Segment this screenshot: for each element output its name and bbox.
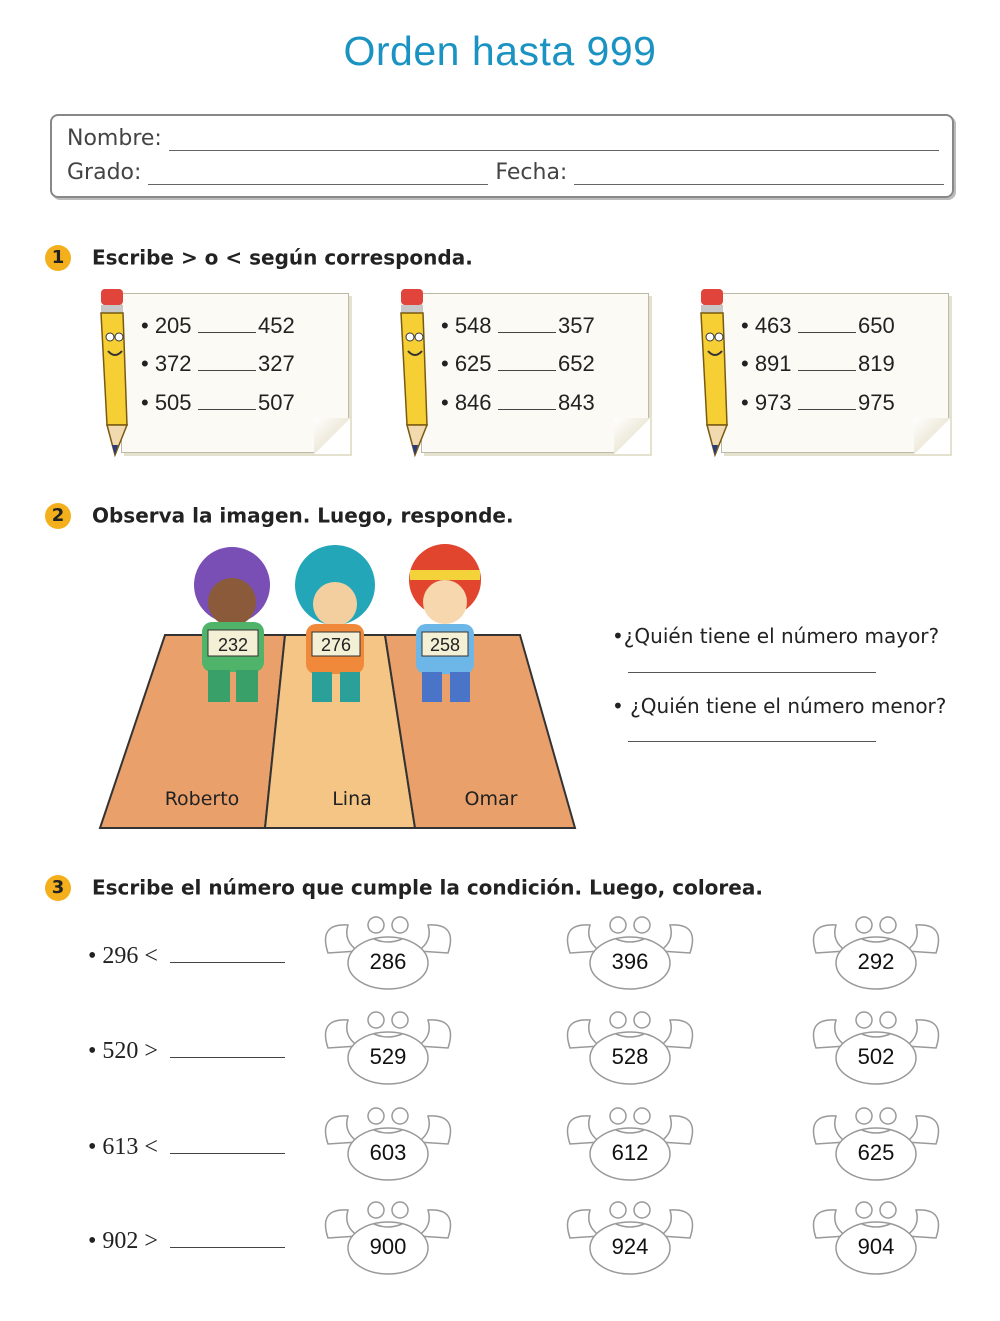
grade-label: Grado: (67, 160, 142, 185)
runner-name-lina: Lina (332, 788, 372, 810)
condition-label: • 902 > (88, 1228, 158, 1254)
condition-label: • 520 > (88, 1038, 158, 1064)
comparison-card (393, 285, 658, 465)
left-number: • 846 (441, 390, 492, 415)
left-number: • 463 (741, 313, 792, 338)
comparison-row (141, 351, 295, 377)
condition-label: • 613 < (88, 1134, 158, 1160)
condition-row (88, 1134, 285, 1161)
frog-option[interactable] (318, 1104, 458, 1184)
condition-row (88, 1228, 285, 1255)
comparison-row (741, 390, 895, 416)
comparison-row (441, 313, 595, 339)
bib-lina: 276 (320, 635, 352, 655)
comparison-row (741, 313, 895, 339)
frog-number: 396 (611, 949, 649, 974)
comparison-row (141, 313, 295, 339)
comparison-blank[interactable] (198, 408, 256, 410)
frog-number: 292 (857, 949, 895, 974)
question-number-badge: 2 (45, 503, 71, 529)
frog-number: 904 (857, 1234, 895, 1259)
pencil-icon (693, 285, 743, 465)
right-number: 652 (558, 351, 595, 376)
question-greater: •¿Quién tiene el número mayor? (612, 624, 940, 648)
comparison-blank[interactable] (198, 369, 256, 371)
date-field[interactable] (574, 184, 944, 185)
comparison-blank[interactable] (498, 408, 556, 410)
question-2-heading (45, 502, 514, 529)
name-label: Nombre: (67, 126, 162, 151)
comparison-card (693, 285, 958, 465)
condition-label: • 296 < (88, 943, 158, 969)
answer-smaller-line[interactable] (628, 741, 876, 742)
frog-option[interactable] (806, 913, 946, 993)
student-info-box (50, 114, 954, 198)
condition-row (88, 1038, 285, 1065)
frog-number: 612 (611, 1140, 649, 1165)
left-number: • 891 (741, 351, 792, 376)
frog-option[interactable] (318, 913, 458, 993)
bib-omar: 258 (429, 635, 461, 655)
frog-number: 286 (369, 949, 407, 974)
condition-answer-blank[interactable] (170, 1152, 285, 1154)
condition-row (88, 943, 285, 970)
frog-number: 529 (369, 1044, 407, 1069)
frog-option[interactable] (560, 1104, 700, 1184)
question-3-instruction: Escribe el número que cumple la condición. Luego, colorea. (91, 875, 763, 900)
comparison-blank[interactable] (798, 331, 856, 333)
question-1-instruction: Escribe > o < según corresponda. (91, 245, 473, 270)
comparison-row (741, 351, 895, 377)
left-number: • 372 (141, 351, 192, 376)
condition-answer-blank[interactable] (170, 1246, 285, 1248)
condition-answer-blank[interactable] (170, 1056, 285, 1058)
frog-number: 900 (369, 1234, 407, 1259)
left-number: • 548 (441, 313, 492, 338)
pencil-icon (393, 285, 443, 465)
answer-greater-line[interactable] (628, 672, 876, 673)
frog-option[interactable] (560, 913, 700, 993)
condition-answer-blank[interactable] (170, 961, 285, 963)
comparison-row (441, 351, 595, 377)
frog-number: 924 (611, 1234, 649, 1259)
right-number: 975 (858, 390, 895, 415)
grade-date-row (67, 160, 944, 185)
question-number-badge: 3 (45, 875, 71, 901)
comparison-row (441, 390, 595, 416)
comparison-blank[interactable] (498, 331, 556, 333)
comparison-card (93, 285, 358, 465)
page-title: Orden hasta 999 (343, 28, 657, 74)
frog-option[interactable] (806, 1198, 946, 1278)
left-number: • 625 (441, 351, 492, 376)
frog-option[interactable] (560, 1008, 700, 1088)
name-row (67, 126, 939, 151)
right-number: 452 (258, 313, 295, 338)
question-3-heading (45, 874, 763, 901)
left-number: • 973 (741, 390, 792, 415)
comparison-blank[interactable] (498, 369, 556, 371)
frog-number: 502 (857, 1044, 895, 1069)
runner-name-omar: Omar (464, 788, 518, 810)
question-2-instruction: Observa la imagen. Luego, responde. (91, 503, 514, 528)
name-field[interactable] (169, 150, 939, 151)
right-number: 819 (858, 351, 895, 376)
grade-field[interactable] (148, 184, 488, 185)
frog-number: 603 (369, 1140, 407, 1165)
left-number: • 505 (141, 390, 192, 415)
date-label: Fecha: (495, 160, 568, 185)
question-smaller: • ¿Quién tiene el número menor? (612, 694, 947, 718)
question-number-badge: 1 (45, 245, 71, 271)
runner-name-roberto: Roberto (164, 788, 240, 810)
comparison-row (141, 390, 295, 416)
question-1-heading (45, 244, 473, 271)
right-number: 650 (858, 313, 895, 338)
right-number: 327 (258, 351, 295, 376)
comparison-blank[interactable] (798, 408, 856, 410)
right-number: 843 (558, 390, 595, 415)
frog-number: 528 (611, 1044, 649, 1069)
comparison-blank[interactable] (798, 369, 856, 371)
comparison-blank[interactable] (198, 331, 256, 333)
right-number: 507 (258, 390, 295, 415)
frog-option[interactable] (318, 1008, 458, 1088)
frog-option[interactable] (806, 1104, 946, 1184)
frog-option[interactable] (560, 1198, 700, 1278)
frog-option[interactable] (318, 1198, 458, 1278)
frog-option[interactable] (806, 1008, 946, 1088)
right-number: 357 (558, 313, 595, 338)
bib-roberto: 232 (217, 635, 249, 655)
left-number: • 205 (141, 313, 192, 338)
pencil-icon (93, 285, 143, 465)
race-illustration (90, 540, 585, 835)
frog-number: 625 (857, 1140, 895, 1165)
